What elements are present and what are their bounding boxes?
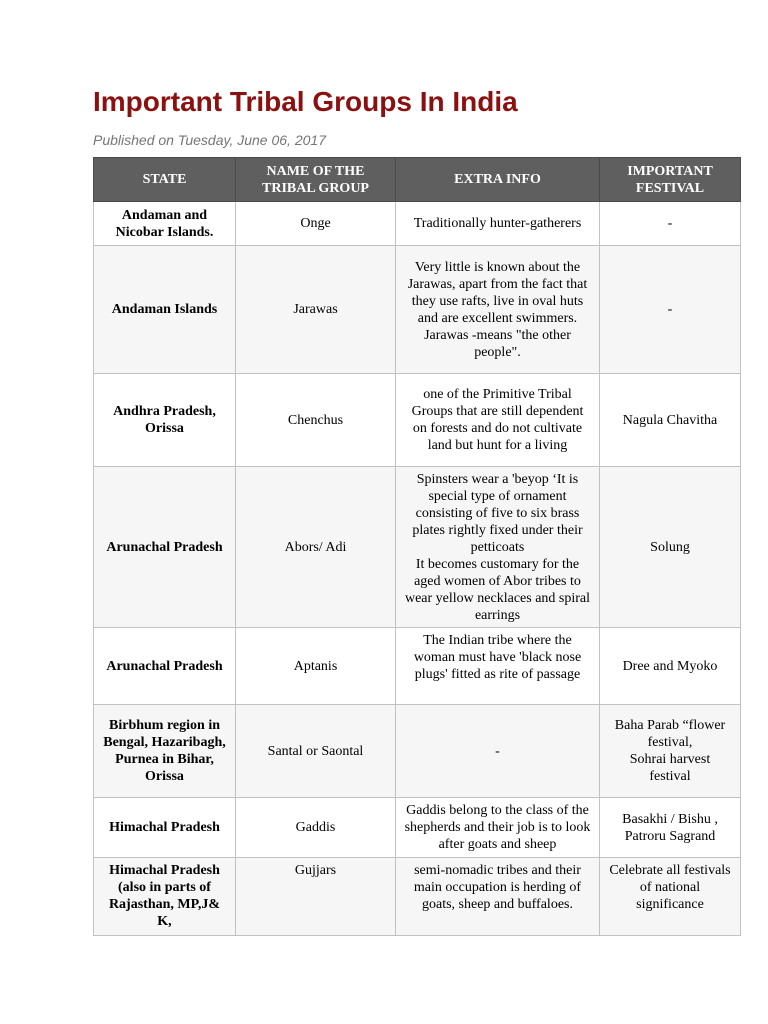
info-text: semi-nomadic tribes and their main occupation is herding of goats, sheep and buffaloes.	[413, 863, 582, 912]
festival-text: Solung	[650, 539, 690, 555]
festival-text: Nagula Chavitha	[622, 412, 718, 428]
table-row	[94, 202, 741, 246]
info-cell	[396, 202, 600, 246]
table-row	[94, 628, 741, 705]
table-row	[94, 467, 741, 628]
info-text: -	[495, 743, 500, 759]
published-date: Published on Tuesday, June 06, 2017	[93, 132, 326, 148]
state-cell: Arunachal Pradesh	[94, 628, 236, 705]
info-cell	[396, 374, 600, 467]
info-text: one of the Primitive Tribal Groups that are still dependent on forests and do not cultivate land but hunt for a living	[411, 387, 584, 453]
festival-text: Baha Parab “flower festival,	[614, 718, 726, 750]
festival-cell	[600, 467, 741, 628]
state-cell: Himachal Pradesh	[94, 798, 236, 858]
state-cell: Andaman Islands	[94, 246, 236, 374]
tribe-cell: Abors/ Adi	[236, 467, 396, 628]
tribe-cell: Jarawas	[236, 246, 396, 374]
tribe-cell: Onge	[236, 202, 396, 246]
table-row	[94, 858, 741, 936]
info-cell	[396, 858, 600, 936]
table-row	[94, 246, 741, 374]
festival-text: -	[667, 302, 673, 317]
info-cell	[396, 467, 600, 628]
festival-cell	[600, 246, 741, 374]
festival-cell	[600, 374, 741, 467]
festival-text: Celebrate all festivals of national significance	[609, 863, 731, 912]
table-row	[94, 705, 741, 798]
festival-cell	[600, 798, 741, 858]
info-text: It becomes customary for the aged women of Abor tribes to wear yellow necklaces and spiral earrings	[404, 556, 591, 623]
festival-cell	[600, 628, 741, 705]
header-tribal-group: NAME OF THE TRIBAL GROUP	[236, 158, 396, 202]
info-text: Traditionally hunter-gatherers	[413, 216, 582, 231]
info-text: Gaddis belong to the class of the shepherds and their job is to look after goats and sheep	[404, 803, 591, 852]
festival-text: Patroru Sagrand	[624, 828, 716, 844]
header-state: STATE	[94, 158, 236, 202]
info-text: The Indian tribe where the woman must have 'black nose plugs' fitted as rite of passage	[413, 633, 582, 682]
tribe-cell: Aptanis	[236, 628, 396, 705]
info-cell	[396, 246, 600, 374]
tribal-groups-table	[93, 157, 741, 936]
festival-cell	[600, 202, 741, 246]
tribe-cell: Gujjars	[236, 858, 396, 936]
festival-text: -	[667, 216, 673, 231]
info-text: Very little is known about the Jarawas, apart from the fact that they use rafts, live in oval huts and are excellent swimmers.	[407, 259, 588, 326]
festival-text: Sohrai harvest festival	[629, 752, 711, 784]
tribe-cell: Gaddis	[236, 798, 396, 858]
info-text: Jarawas -means "the other people".	[424, 327, 571, 360]
state-cell: Arunachal Pradesh	[94, 467, 236, 628]
header-extra-info: EXTRA INFO	[396, 158, 600, 202]
info-text: Spinsters wear a 'beyop ‘It is special type of ornament consisting of five to six brass plates rightly fixed under their petticoats	[412, 471, 583, 555]
state-cell: Himachal Pradesh (also in parts of Rajasthan, MP,J& K,	[94, 858, 236, 936]
festival-text: Basakhi / Bishu ,	[622, 811, 718, 827]
festival-text: Dree and Myoko	[622, 658, 718, 674]
festival-cell	[600, 858, 741, 936]
info-cell	[396, 628, 600, 705]
header-festival: IMPORTANT FESTIVAL	[600, 158, 741, 202]
table-header-row	[94, 158, 741, 202]
article-title: Important Tribal Groups In India	[93, 86, 518, 117]
tribe-cell: Santal or Saontal	[236, 705, 396, 798]
table-row	[94, 798, 741, 858]
festival-cell	[600, 705, 741, 798]
state-cell: Andaman and Nicobar Islands.	[94, 202, 236, 246]
state-cell: Birbhum region in Bengal, Hazaribagh, Purnea in Bihar, Orissa	[94, 705, 236, 798]
info-cell	[396, 798, 600, 858]
tribe-cell: Chenchus	[236, 374, 396, 467]
state-cell: Andhra Pradesh, Orissa	[94, 374, 236, 467]
info-cell	[396, 705, 600, 798]
table-row	[94, 374, 741, 467]
